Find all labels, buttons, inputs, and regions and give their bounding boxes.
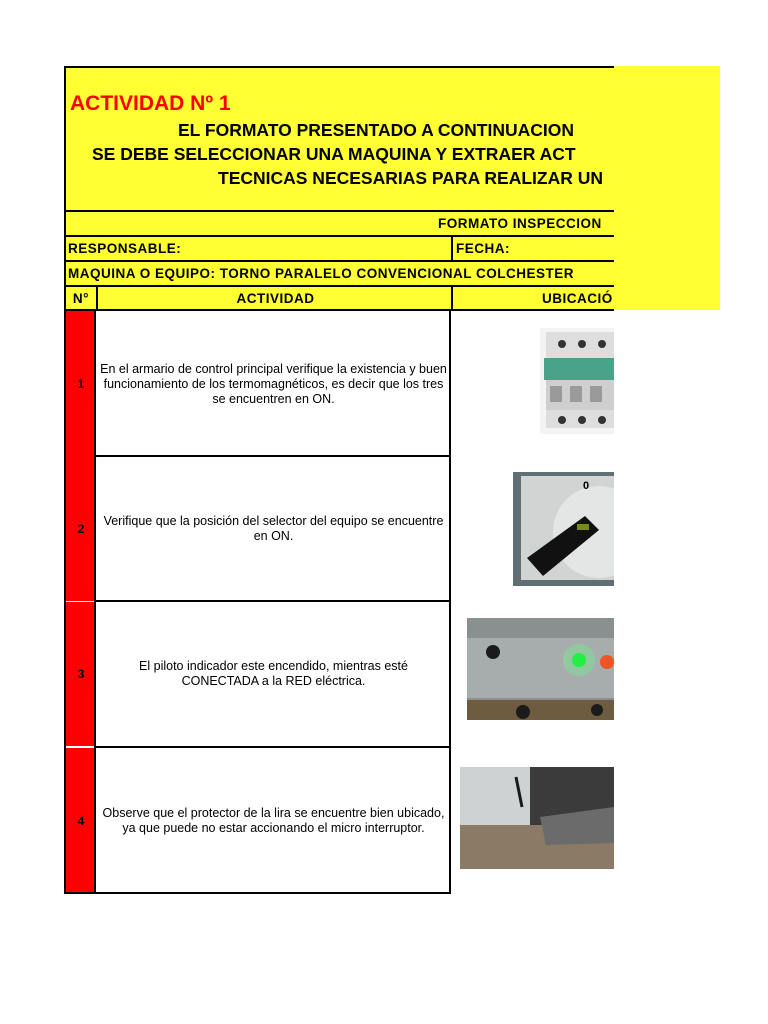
header-line-1: EL FORMATO PRESENTADO A CONTINUACION: [178, 120, 575, 140]
format-title: FORMATO INSPECCION: [438, 216, 602, 231]
selector-zero-label: 0: [583, 480, 590, 492]
activity-header: [64, 66, 614, 210]
row-activity-text: En el armario de control principal verifique la existencia y buen funcionamiento de los termomagnéticos, es decir que los tres se encuentren en ON.: [100, 361, 447, 406]
col-num-header: N°: [72, 290, 90, 306]
machine-row: [64, 262, 614, 287]
row-number: 4: [64, 748, 96, 894]
yellow-fill-right: [614, 66, 720, 310]
breaker-photo: [540, 328, 614, 434]
inspection-sheet: [64, 66, 614, 894]
header-line-3: TECNICAS NECESARIAS PARA REALIZAR UN: [218, 168, 604, 188]
col-actividad-header: ACTIVIDAD: [236, 290, 315, 306]
row-number: 1: [64, 311, 96, 457]
row-activity-text: Verifique que la posición del selector del equipo se encuentre en ON.: [103, 514, 444, 543]
pilot-light-photo: [467, 618, 614, 720]
row-activity-text: El piloto indicador este encendido, mientras esté CONECTADA a la RED eléctrica.: [139, 659, 408, 688]
selector-photo: [513, 472, 614, 586]
col-ubicacion-header: UBICACIÓ: [542, 290, 613, 306]
row-number: 3: [64, 602, 96, 746]
lira-guard-photo: [460, 767, 614, 869]
row-activity-text: Observe que el protector de la lira se encuentre bien ubicado, ya que puede no estar accionando el micro interruptor.: [102, 806, 445, 835]
machine-label: MAQUINA O EQUIPO: TORNO PARALELO CONVENCIONAL COLCHESTER: [68, 266, 575, 281]
format-title-row: [64, 210, 614, 237]
row-number: 2: [64, 457, 96, 601]
column-header-row: [64, 287, 614, 311]
responsable-label: RESPONSABLE:: [68, 241, 182, 256]
fecha-label: FECHA:: [456, 241, 510, 256]
activity-title: ACTIVIDAD Nº 1: [70, 92, 231, 115]
header-line-2: SE DEBE SELECCIONAR UNA MAQUINA Y EXTRAER ACT: [92, 144, 576, 164]
responsable-row: [64, 237, 614, 262]
